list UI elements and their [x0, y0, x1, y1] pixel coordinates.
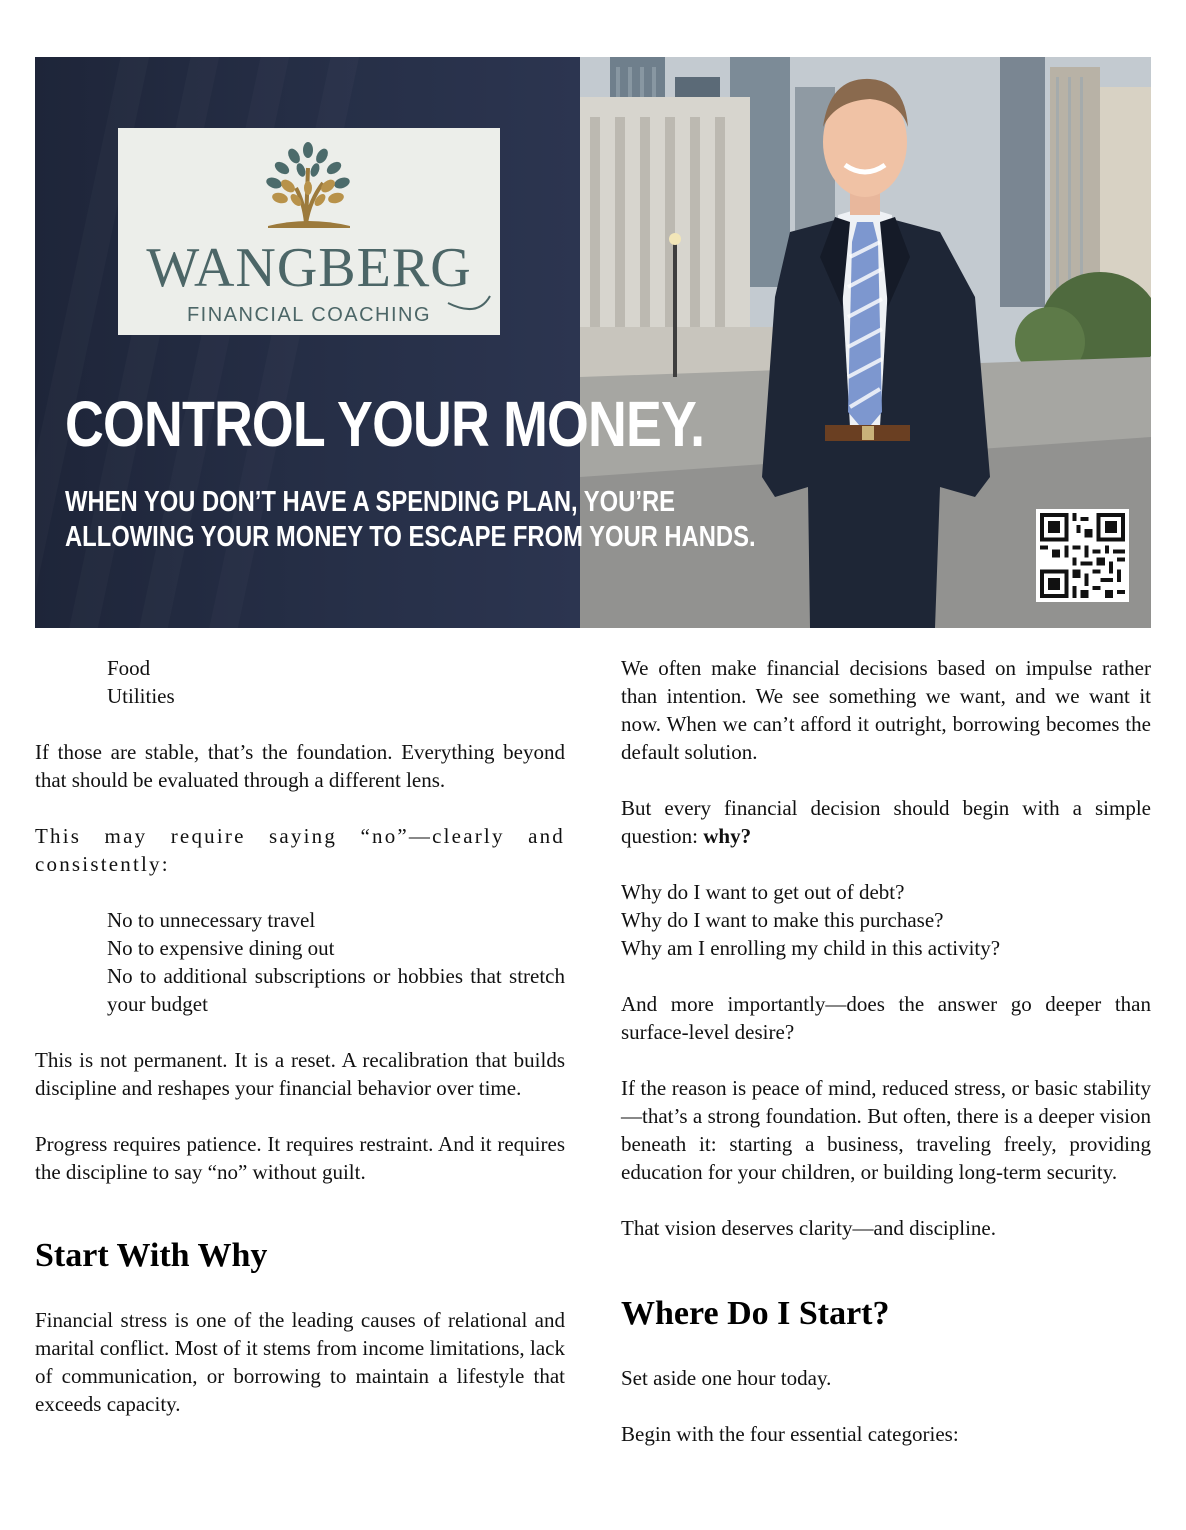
paragraph [621, 794, 1151, 850]
logo-name: WANGBERG [146, 237, 472, 299]
paragraph: Set aside one hour today. [621, 1366, 832, 1390]
paragraph-text: But every financial decision should begin with a simple question: [621, 796, 1151, 848]
list-item: No to expensive dining out [107, 936, 335, 960]
wangberg-logo [118, 128, 500, 335]
paragraph: This may require saying “no”—clearly and consistently: [35, 824, 565, 876]
list-item: Why am I enrolling my child in this activity? [621, 936, 1001, 960]
list-item: Utilities [107, 684, 175, 708]
left-column [35, 654, 565, 1418]
right-column [621, 654, 1151, 1448]
question-list [621, 878, 1151, 962]
paragraph: This is not permanent. It is a reset. A recalibration that builds discipline and reshapes your financial behavior over time. [35, 1048, 565, 1100]
paragraph: That vision deserves clarity—and discipline. [621, 1216, 996, 1240]
section-heading: Start With Why [35, 1237, 268, 1274]
list-item: No to unnecessary travel [107, 908, 316, 932]
paragraph: We often make financial decisions based on impulse rather than intention. We see something we want, and we want it now. When we can’t afford it outright, borrowing becomes the default solution. [621, 656, 1151, 764]
list-item: Why do I want to get out of debt? [621, 880, 905, 904]
logo-subtitle: FINANCIAL COACHING [186, 304, 432, 326]
qr-code[interactable] [1036, 509, 1129, 602]
list-item: Food [107, 656, 151, 680]
banner-subline-1: WHEN YOU DON’T HAVE A SPENDING PLAN, YOU’RE [65, 486, 675, 518]
list-item: Why do I want to make this purchase? [621, 908, 944, 932]
list-item: No to additional subscriptions or hobbies that stretch your budget [107, 964, 565, 1016]
paragraph: If the reason is peace of mind, reduced stress, or basic stability—that’s a strong foundation. But often, there is a deeper vision beneath it: starting a business, traveling freely, providing education for your children, or building long-term security. [621, 1076, 1151, 1184]
banner-headline: CONTROL YOUR MONEY. [65, 388, 705, 460]
section-heading: Where Do I Start? [621, 1295, 890, 1332]
paragraph: Financial stress is one of the leading causes of relational and marital conflict. Most of it stems from income limitations, lack of communication, or borrowing to maintain a lifestyle that exceeds capacity. [35, 1308, 565, 1416]
no-list [35, 906, 565, 1018]
paragraph: And more importantly—does the answer go deeper than surface-level desire? [621, 992, 1151, 1044]
paragraph: Progress requires patience. It requires restraint. And it requires the discipline to say “no” without guilt. [35, 1132, 565, 1184]
paragraph-bold: why? [703, 824, 752, 848]
paragraph: Begin with the four essential categories: [621, 1422, 959, 1446]
banner-subline-2: ALLOWING YOUR MONEY TO ESCAPE FROM YOUR HANDS. [65, 521, 756, 553]
essentials-list [35, 654, 565, 710]
hero-banner [35, 57, 1151, 628]
banner-subline [65, 485, 756, 555]
paragraph: If those are stable, that’s the foundation. Everything beyond that should be evaluated through a different lens. [35, 740, 565, 792]
